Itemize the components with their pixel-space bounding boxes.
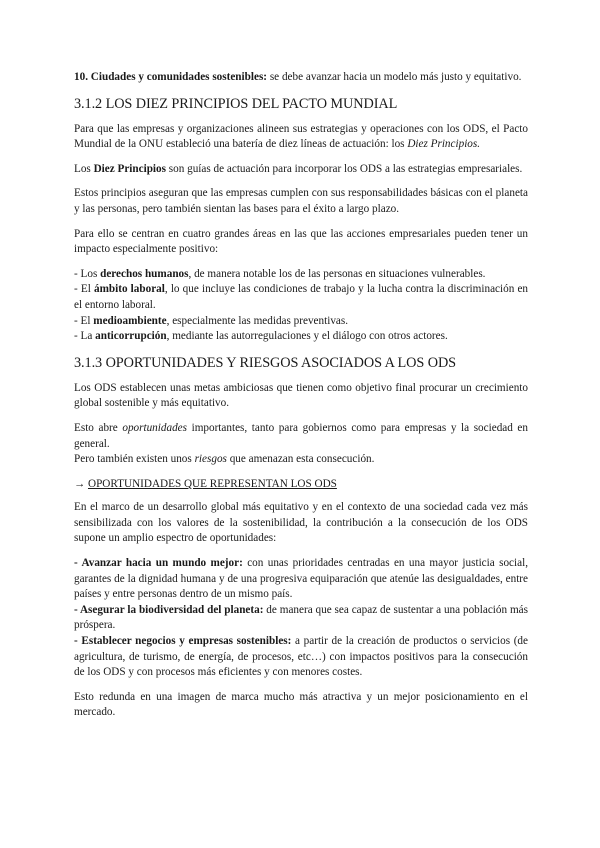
paragraph-oportunidades: Esto abre oportunidades importantes, tanto para gobiernos como para empresas y la sociedad en general. bbox=[74, 421, 528, 450]
paragraph-cuatro-areas: Para ello se centran en cuatro grandes áreas en las que las acciones empresariales pueden tener un impacto especialmente positivo: bbox=[74, 227, 528, 256]
list-item-anticorrupcion: - La anticorrupción, mediante las autorregulaciones y el diálogo con otros actores. bbox=[74, 330, 448, 343]
paragraph-responsabilidades: Estos principios aseguran que las empresas cumplen con sus responsabilidades básicas con el planeta y las personas, pero también sientan las bases para el éxito a largo plazo. bbox=[74, 187, 528, 215]
section-heading-3-1-2: 3.1.2 LOS DIEZ PRINCIPIOS DEL PACTO MUNDIAL bbox=[74, 95, 398, 112]
arrow-right-icon: → bbox=[74, 477, 86, 490]
paragraph-imagen-de-marca: Esto redunda en una imagen de marca mucho más atractiva y un mejor posicionamiento en el mercado. bbox=[74, 690, 528, 719]
subheading-oportunidades: → OPORTUNIDADES QUE REPRESENTAN LOS ODS bbox=[74, 477, 337, 490]
ods-10-label: 10. Ciudades y comunidades sostenibles: bbox=[74, 71, 268, 83]
paragraph-pacto-mundial: Para que las empresas y organizaciones alineen sus estrategias y operaciones con los ODS, el Pacto Mundial de la ONU estableció una batería de diez líneas de actuación: los Diez Principios. bbox=[74, 122, 528, 151]
list-item-derechos-humanos: - Los derechos humanos, de manera notable los de las personas en situaciones vulnerables. bbox=[74, 267, 486, 280]
section-heading-3-1-3: 3.1.3 OPORTUNIDADES Y RIESGOS ASOCIADOS A LOS ODS bbox=[74, 354, 457, 371]
paragraph-riesgos: Pero también existen unos riesgos que amenazan esta consecución. bbox=[74, 453, 375, 466]
paragraph-desarrollo-global: En el marco de un desarrollo global más equitativo y en el contexto de una sociedad cada vez más sensibilizada con los valores de la sostenibilidad, la contribución a la consecución de los ODS supone un amplio espectro de oportunidades: bbox=[74, 501, 528, 545]
list-item-negocios-sostenibles: - Establecer negocios y empresas sostenibles: a partir de la creación de productos o servicios (de agricultura, de turismo, de energía, de procesos, etc…) con impactos positivos para la consecución de los ODS y con procesos más eficientes y con menores costes. bbox=[74, 635, 528, 679]
paragraph-diez-principios: Los Diez Principios son guías de actuación para incorporar los ODS a las estrategias empresariales. bbox=[74, 162, 523, 175]
paragraph-metas-ambiciosas: Los ODS establecen unas metas ambiciosas que tienen como objetivo final procurar un crecimiento global sostenible y más equitativo. bbox=[74, 381, 528, 410]
list-item-mundo-mejor: - Avanzar hacia un mundo mejor: con unas prioridades centradas en una mayor justicia social, garantes de la dignidad humana y de una progresiva equiparación que atenúe las desigualdades, entre países y entre personas dentro de un mismo país. bbox=[74, 557, 528, 601]
list-item-biodiversidad: - Asegurar la biodiversidad del planeta: de manera que sea capaz de sustentar a una población más próspera. bbox=[74, 603, 528, 632]
list-item-medioambiente: - El medioambiente, especialmente las medidas preventivas. bbox=[74, 314, 349, 327]
document-page bbox=[74, 70, 528, 730]
ods-10-paragraph: 10. Ciudades y comunidades sostenibles: se debe avanzar hacia un modelo más justo y equitativo. bbox=[74, 71, 522, 83]
list-item-ambito-laboral: - El ámbito laboral, lo que incluye las condiciones de trabajo y la lucha contra la discriminación en el entorno laboral. bbox=[74, 283, 529, 311]
